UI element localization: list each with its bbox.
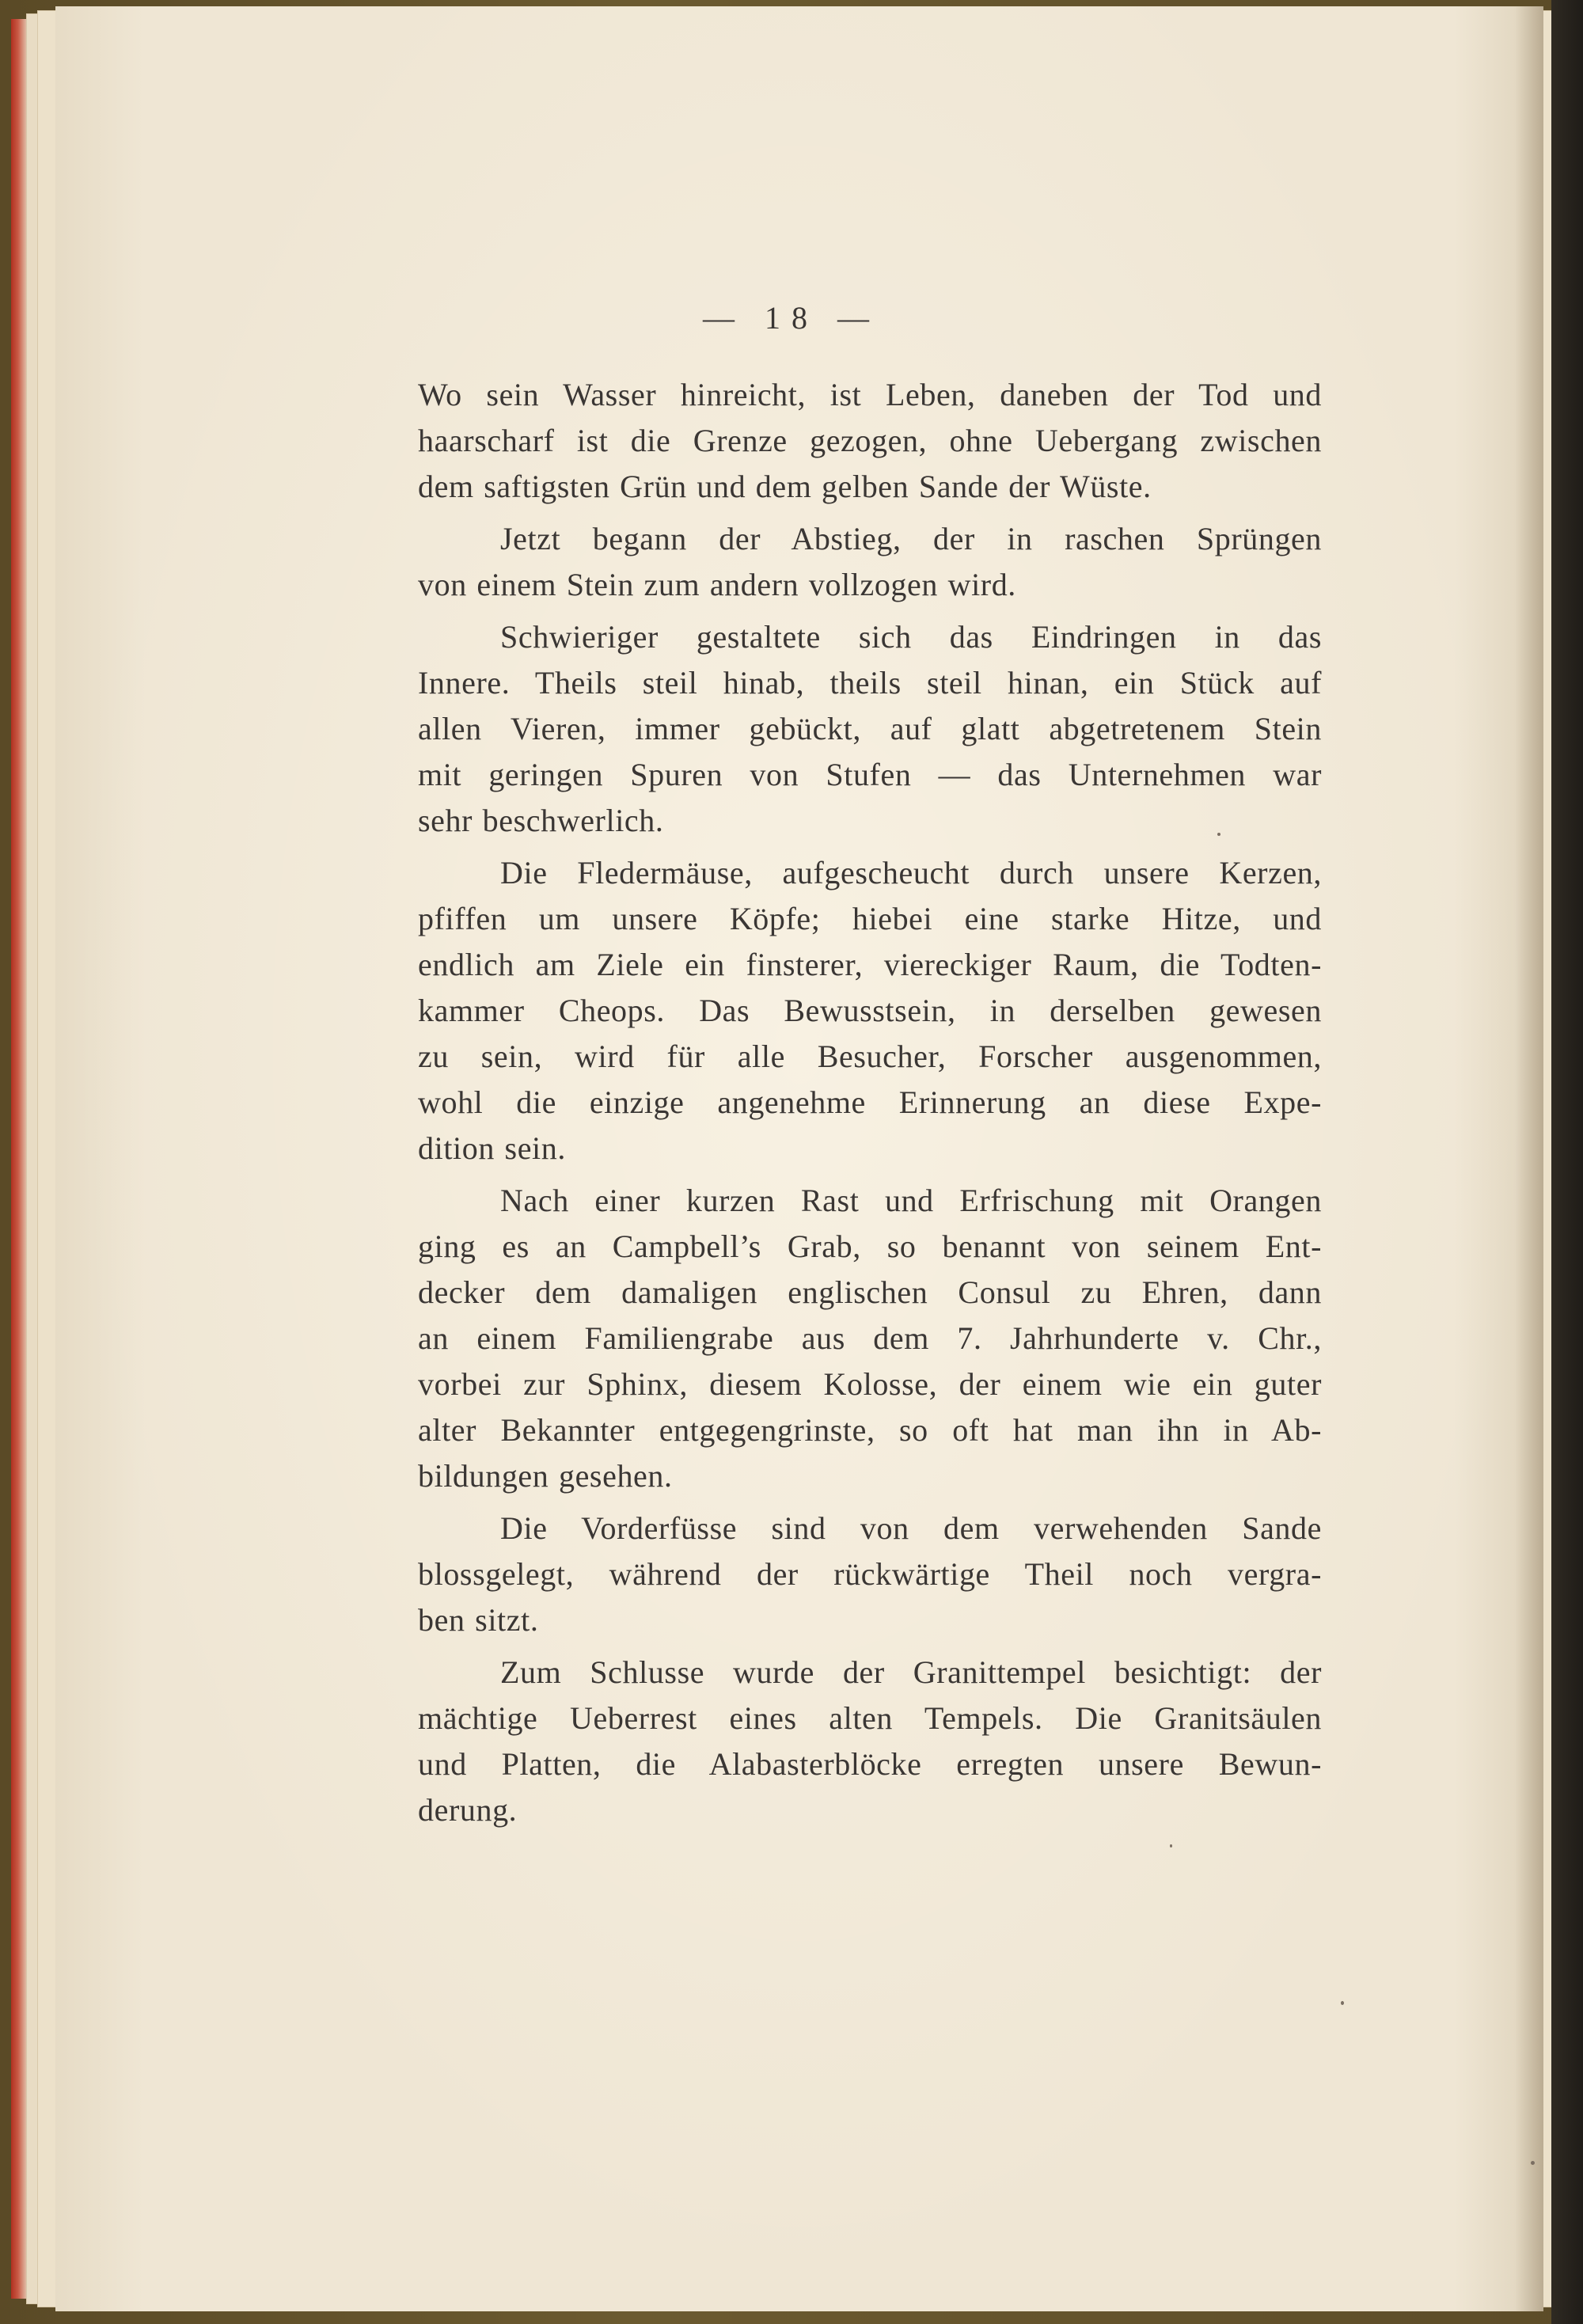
text-line: ging es an Campbell’s Grab, so benannt von seinem Ent-	[418, 1228, 1322, 1264]
text-line: derung.	[418, 1792, 518, 1828]
text-line: alter Bekannter entgegengrinste, so oft hat man ihn in Ab-	[418, 1412, 1322, 1448]
text-line: allen Vieren, immer gebückt, auf glatt abgetretenem Stein	[418, 711, 1322, 746]
text-line: dem saftigsten Grün und dem gelben Sande der Wüste.	[418, 469, 1152, 504]
paper-speck	[1341, 2001, 1344, 2005]
page-body-text	[418, 372, 1322, 1840]
text-line: mit geringen Spuren von Stufen — das Unternehmen war	[418, 757, 1322, 792]
paragraph	[418, 850, 1322, 1171]
paragraph	[418, 1506, 1322, 1643]
text-line: decker dem damaligen englischen Consul zu Ehren, dann	[418, 1274, 1322, 1310]
paragraph	[418, 1650, 1322, 1833]
text-line: ben sitzt.	[418, 1602, 539, 1638]
text-line: Nach einer kurzen Rast und Erfrischung mit Orangen	[500, 1183, 1322, 1218]
text-line: Schwieriger gestaltete sich das Eindringen in das	[500, 619, 1322, 655]
text-line: Die Fledermäuse, aufgescheucht durch unsere Kerzen,	[500, 855, 1322, 890]
text-line: zu sein, wird für alle Besucher, Forscher ausgenommen,	[418, 1039, 1322, 1074]
text-line: von einem Stein zum andern vollzogen wird.	[418, 567, 1016, 602]
text-line: mächtige Ueberrest eines alten Tempels. Die Granitsäulen	[418, 1700, 1322, 1736]
text-line: wohl die einzige angenehme Erinnerung an diese Expe-	[418, 1084, 1322, 1120]
text-line: bildungen gesehen.	[418, 1458, 673, 1494]
gutter-shadow	[1515, 6, 1543, 2311]
text-line: Innere. Theils steil hinab, theils steil hinan, ein Stück auf	[418, 665, 1322, 701]
text-line: pfiffen um unsere Köpfe; hiebei eine starke Hitze, und	[418, 901, 1322, 936]
book-cover-edge	[1551, 0, 1583, 2324]
text-line: Zum Schlusse wurde der Granittempel besichtigt: der	[500, 1654, 1322, 1690]
page-edge-red	[11, 19, 28, 2299]
text-line: sehr beschwerlich.	[418, 803, 664, 838]
text-line: an einem Familiengrabe aus dem 7. Jahrhunderte v. Chr.,	[418, 1320, 1322, 1356]
paper-speck	[1531, 2161, 1535, 2165]
text-line: haarscharf ist die Grenze gezogen, ohne Uebergang zwischen	[418, 423, 1322, 458]
text-line: Die Vorderfüsse sind von dem verwehenden Sande	[500, 1510, 1322, 1546]
text-line: kammer Cheops. Das Bewusstsein, in derselben gewesen	[418, 993, 1322, 1028]
page-number: — 18 —	[703, 300, 880, 336]
paragraph	[418, 372, 1322, 510]
text-line: vorbei zur Sphinx, diesem Kolosse, der einem wie ein guter	[418, 1366, 1322, 1402]
text-line: und Platten, die Alabasterblöcke erregten unsere Bewun-	[418, 1746, 1322, 1782]
paragraph	[418, 516, 1322, 608]
text-line: dition sein.	[418, 1130, 566, 1166]
text-line: blossgelegt, während der rückwärtige Theil noch vergra-	[418, 1556, 1322, 1592]
text-line: endlich am Ziele ein finsterer, viereckiger Raum, die Todten-	[418, 947, 1322, 982]
paragraph	[418, 1178, 1322, 1499]
paper-speck	[1170, 1844, 1172, 1847]
paragraph	[418, 614, 1322, 844]
text-line: Wo sein Wasser hinreicht, ist Leben, daneben der Tod und	[418, 377, 1322, 412]
paper-speck	[1217, 833, 1220, 836]
text-line: Jetzt begann der Abstieg, der in raschen Sprüngen	[500, 521, 1322, 556]
